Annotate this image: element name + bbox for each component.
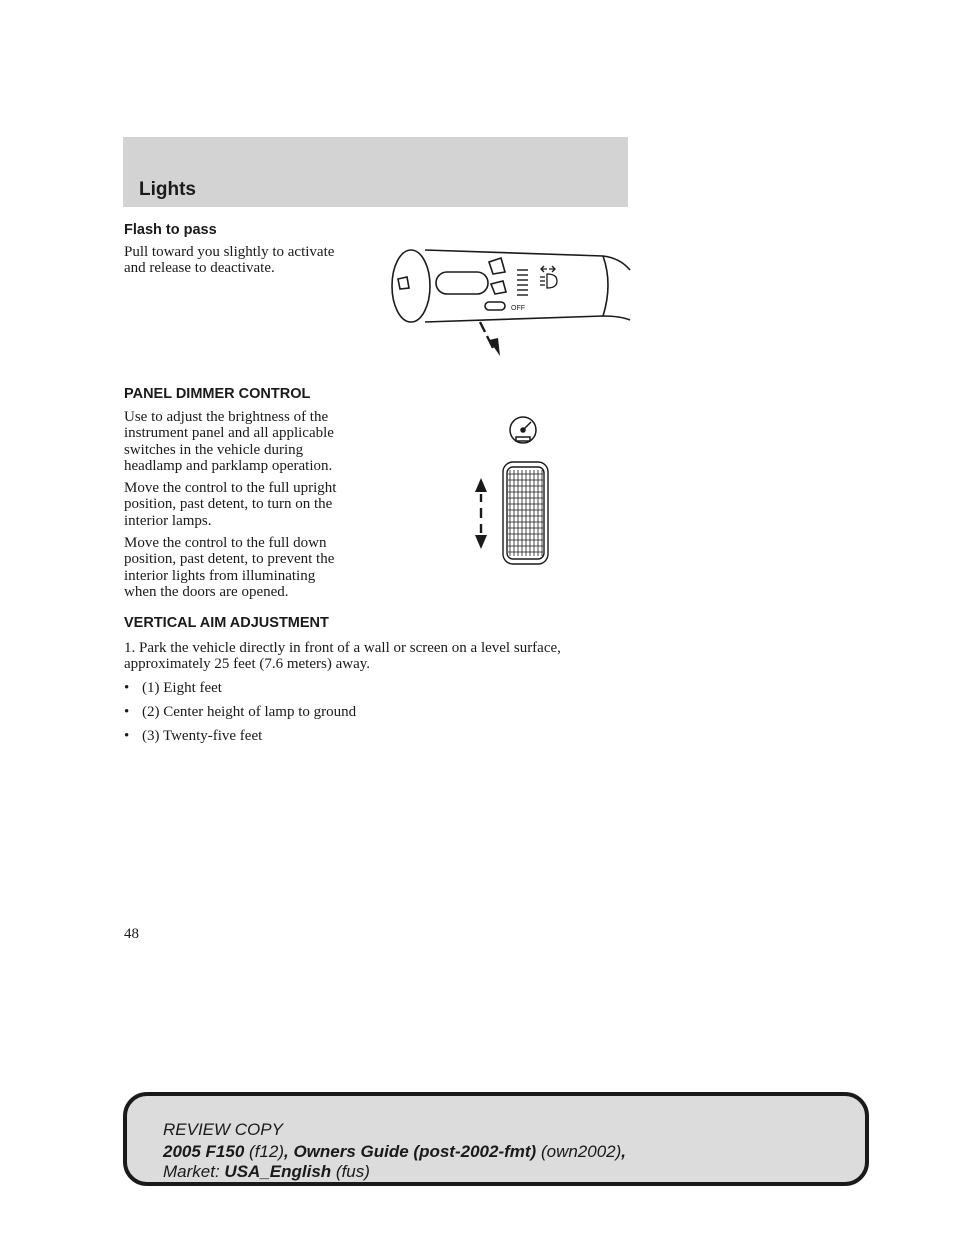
text-line: Move the control to the full down (124, 535, 327, 551)
model-code: (f12) (249, 1142, 284, 1161)
list-item-text: (3) Twenty-five feet (142, 728, 263, 744)
review-copy-footer (123, 1092, 869, 1186)
bullet-symbol: • (124, 728, 130, 744)
market-line (163, 1162, 370, 1182)
panel-dimmer-paragraph-2 (124, 480, 336, 529)
text-line: headlamp and parklamp operation. (124, 457, 333, 474)
bullet-symbol: • (124, 680, 130, 696)
market-code: (fus) (335, 1162, 370, 1181)
panel-dimmer-heading: PANEL DIMMER CONTROL (124, 386, 311, 402)
arrow-head (489, 338, 500, 356)
list-item (124, 728, 262, 745)
vertical-aim-step-1 (124, 640, 561, 673)
page-number: 48 (124, 926, 139, 942)
vertical-aim-heading: VERTICAL AIM ADJUSTMENT (124, 615, 329, 631)
separator: , (284, 1142, 294, 1161)
text-line: Use to adjust the brightness of the (124, 409, 329, 425)
flash-to-pass-text (124, 244, 334, 277)
market-name: USA_English (224, 1162, 332, 1181)
text-line: position, past detent, to prevent the (124, 551, 335, 568)
panel-dimmer-paragraph-1 (124, 409, 334, 474)
section-title: Lights (139, 179, 196, 200)
guide-name: Owners Guide (post-2002-fmt) (293, 1142, 537, 1161)
dimmer-gauge-icon (510, 417, 536, 443)
separator: , (621, 1142, 627, 1161)
text-line: 1. Park the vehicle directly in front of a wall or screen on a level surface, (124, 640, 561, 656)
text-line: instrument panel and all applicable (124, 425, 334, 442)
list-item-text: (2) Center height of lamp to ground (142, 704, 357, 720)
list-item (124, 680, 222, 697)
text-line: when the doors are opened. (124, 583, 289, 600)
bullet-symbol: • (124, 704, 130, 720)
flash-to-pass-heading: Flash to pass (124, 222, 217, 238)
wiper-icon (398, 258, 506, 294)
guide-code: (own2002) (540, 1142, 622, 1161)
text-line: Pull toward you slightly to activate (124, 244, 335, 260)
up-down-arrow (475, 478, 487, 549)
text-line: switches in the vehicle during (124, 441, 304, 458)
headlamp-flash-icon (540, 266, 557, 288)
text-line: position, past detent, to turn on the (124, 496, 333, 513)
model-name: 2005 F150 (163, 1142, 245, 1161)
market-label: Market: (163, 1162, 220, 1181)
list-item (124, 704, 356, 721)
list-item-text: (1) Eight feet (142, 680, 222, 696)
text-line: interior lights from illuminating (124, 567, 316, 584)
text-line: and release to deactivate. (124, 260, 275, 277)
text-line: interior lamps. (124, 512, 212, 529)
off-label: OFF (511, 305, 525, 312)
text-line: Move the control to the full upright (124, 480, 337, 496)
panel-dimmer-paragraph-3 (124, 535, 334, 600)
pull-toward-arrow (480, 322, 493, 348)
review-copy-label: REVIEW COPY (163, 1120, 283, 1139)
document-identifier (163, 1142, 626, 1162)
text-line: approximately 25 feet (7.6 meters) away. (124, 656, 371, 673)
section-header-band (123, 137, 628, 207)
panel-dimmer-illustration (470, 412, 555, 567)
multifunction-lever-illustration (385, 244, 635, 359)
